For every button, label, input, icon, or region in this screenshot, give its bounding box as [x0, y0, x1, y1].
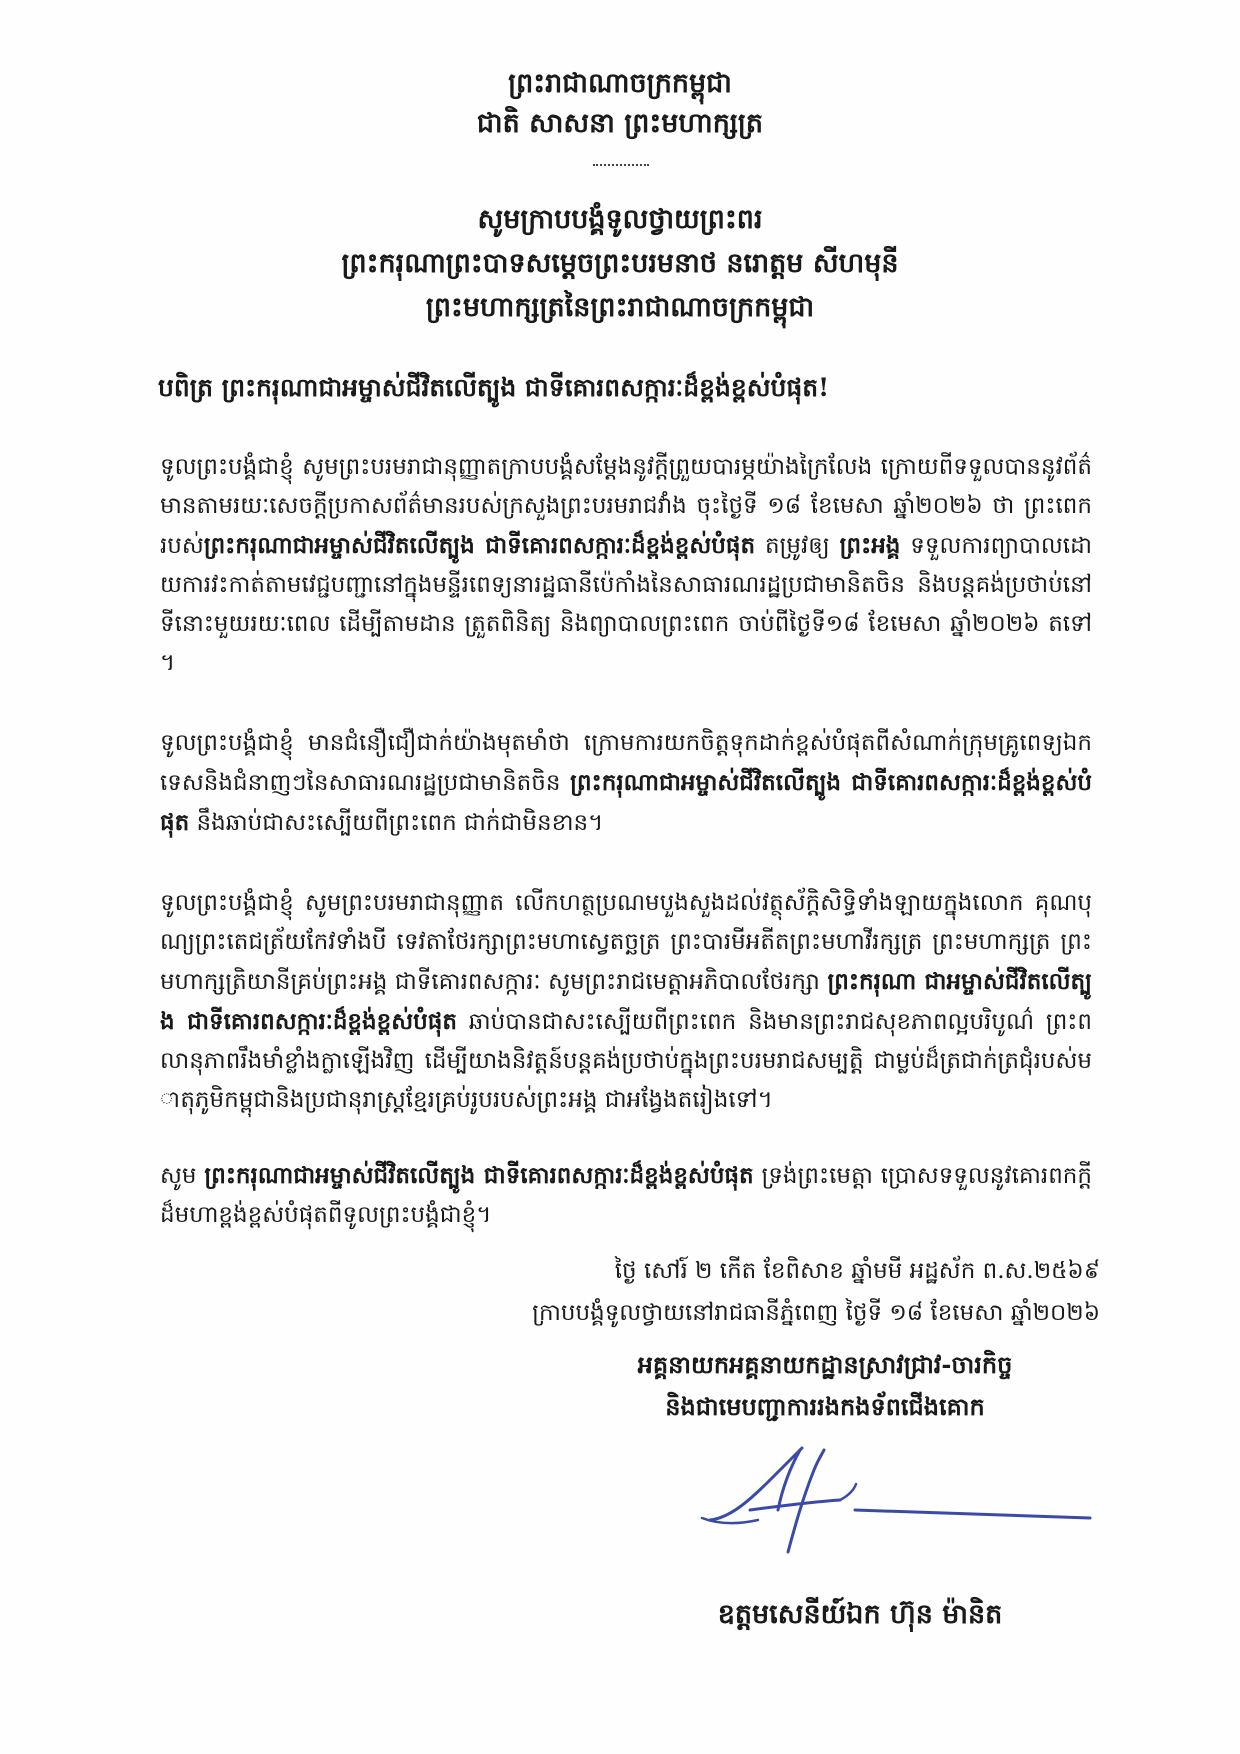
national-motto: ជាតិ សាសនា ព្រះមហាក្សត្រ — [476, 108, 764, 139]
p3-text-b: ឆាប់បានជាសះស្បើយពីព្រះពេក និងមានព្រះរាជសុខភាពល្អបរិបូណ៌ ព្រះពលានុភាពរឹងមាំខ្លាំងក្លាឡើងវិញ ដើម្បីយាងនិវត្តន៍បន្តគង់ប្រថាប់ក្នុងព្រះបរមរាជសម្បត្តិ ជាម្លប់ដ៏ត្រជាក់ត្រជុំរបស់មាតុភូមិកម្ពុជានិងប្រជានុរាស្ត្រខ្មែរគ្រប់រូបរបស់ព្រះអង្គ ជាអង្វែងតរៀងទៅ។ — [160, 1009, 1093, 1113]
signer-name: ឧត្តមសេនីយ៍ឯក ហ៊ុន ម៉ានិត — [717, 1599, 1003, 1630]
p4-text-b: ទ្រង់ព្រះមេត្តា ប្រោសទទួលនូវគោរពកក្តីដ៏មហាខ្ពង់ខ្ពស់បំផុតពីទូលព្រះបង្គំជាខ្ញុំ។ — [160, 1163, 1092, 1228]
p2-bold-title: ព្រះករុណាជាអម្ចាស់ជីវិតលើត្បូង ជាទីគោរពសក្ការៈដ៏ខ្ពង់ខ្ពស់បំផុត — [160, 769, 1093, 836]
paragraph-1 — [160, 448, 1092, 683]
header-divider — [593, 164, 649, 166]
p2-text-a: ទូលព្រះបង្គំជាខ្ញុំ មានជំនឿជឿជាក់យ៉ាងមុតមាំថា ក្រោមការយកចិត្តទុកដាក់ខ្ពស់បំផុតពីសំណាក់ក្រុមគ្រូពេទ្យឯកទេសនិងជំនាញៗនៃសាធារណរដ្ឋប្រជាមានិតចិន — [160, 730, 1092, 796]
handwritten-signature — [690, 1440, 1110, 1570]
address-line-2: ព្រះករុណាព្រះបាទសម្តេចព្រះបរមនាថ នរោត្តម សីហមុនី — [341, 248, 899, 279]
p1-bold-his-majesty: ព្រះអង្គ — [839, 532, 901, 559]
salutation: បពិត្រ ព្រះករុណាជាអម្ចាស់ជីវិតលើត្បូង ជាទីគោរពសក្ការៈដ៏ខ្ពង់ខ្ពស់បំផុត! — [158, 373, 830, 402]
paragraph-2 — [160, 724, 1092, 843]
office-title-2: និងជាមេបញ្ជាការរងកងទ័ពជើងគោក — [665, 1392, 985, 1421]
lunar-date: ថ្ងៃ សៅរ៍ ២ កើត ខែពិសាខ ឆ្នាំមមី អដ្ឋស័ក ព.ស.២៥៦៩ — [614, 1258, 1100, 1284]
p3-text-a: ទូលព្រះបង្គំជាខ្ញុំ សូមព្រះបរមរាជានុញ្ញាត លើកហត្ថប្រណមបួងសួងដល់វត្ថុស័ក្តិសិទ្ធិទាំងឡាយក្នុងលោក គុណបុណ្យព្រះតេជត្រ័យកែវទាំងបី ទេវតាថែរក្សាព្រះមហាស្វេតច្ឆត្រ ព្រះបារមីអតីតព្រះមហាវីរក្សត្រ ព្រះមហាក្សត្រ ព្រះមហាក្សត្រិយានីគ្រប់ព្រះអង្គ ជាទីគោរពសក្ការៈ សូមព្រះរាជមេត្តាអភិបាលថែរក្សា — [160, 890, 1092, 995]
solar-date-place: ក្រាបបង្គំទូលថ្វាយនៅរាជធានីភ្នំពេញ ថ្ងៃទី ១៨ ខែមេសា ឆ្នាំ២០២៦ — [532, 1300, 1100, 1326]
p1-text-a: ទូលព្រះបង្គំជាខ្ញុំ សូមព្រះបរមរាជានុញ្ញាតក្រាបបង្គំសម្តែងនូវក្តីព្រួយបារម្ភយ៉ាងក្រៃលែង ក្រោយពីទទួលបាននូវព័ត៌មានតាមរយៈសេចក្តីប្រកាសព័ត៌មានរបស់ក្រសួងព្រះបរមរាជវាំង ចុះថ្ងៃទី ១៨ ខែមេសា ឆ្នាំ២០២៦ ថា ព្រះពេក របស់ — [160, 454, 1092, 559]
p3-bold-title: ព្រះករុណា ជាអម្ចាស់ជីវិតលើត្បូង ជាទីគោរពសក្ការៈដ៏ខ្ពង់ខ្ពស់បំផុត — [160, 968, 1092, 1035]
paragraph-4 — [160, 1156, 1092, 1235]
kingdom-title: ព្រះរាជាណាចក្រកម្ពុជា — [508, 68, 732, 99]
paragraph-3 — [160, 884, 1092, 1120]
address-line-3: ព្រះមហាក្សត្រនៃព្រះរាជាណាចក្រកម្ពុជា — [425, 292, 815, 323]
p2-text-b: នឹងឆាប់ជាសះស្បើយពីព្រះពេក ជាក់ជាមិនខាន។ — [189, 810, 604, 836]
p1-text-c: ទទួលការព្យាបាលដោយការវះកាត់តាមវេជ្ជបញ្ជានៅក្នុងមន្ទីរពេទ្យនារដ្ឋធានីប៉េកាំងនៃសាធារណរដ្ឋប្រជាមានិតចិន និងបន្តគង់ប្រថាប់នៅទីនោះមួយរយៈពេល ដើម្បីតាមដាន ត្រួតពិនិត្យ និងព្យាបាលព្រះពេក ចាប់ពីថ្ងៃទី១៨ ខែមេសា ឆ្នាំ២០២៦ តទៅ។ — [160, 533, 1092, 676]
p4-text-a: សូម — [160, 1163, 205, 1189]
office-title-1: អគ្គនាយកអគ្គនាយកដ្ឋានស្រាវជ្រាវ-ចារកិច្ច — [637, 1350, 1013, 1379]
address-line-1: សូមក្រាបបង្គំទូលថ្វាយព្រះពរ — [477, 204, 763, 235]
p1-text-b: តម្រូវឲ្យ — [755, 533, 840, 559]
p1-bold-title: ព្រះករុណាជាអម្ចាស់ជីវិតលើត្បូង ជាទីគោរពសក្ការៈដ៏ខ្ពង់ខ្ពស់បំផុត — [203, 532, 756, 559]
p4-bold-title: ព្រះករុណាជាអម្ចាស់ជីវិតលើត្បូង ជាទីគោរពសក្ការៈដ៏ខ្ពង់ខ្ពស់បំផុត — [204, 1162, 754, 1189]
